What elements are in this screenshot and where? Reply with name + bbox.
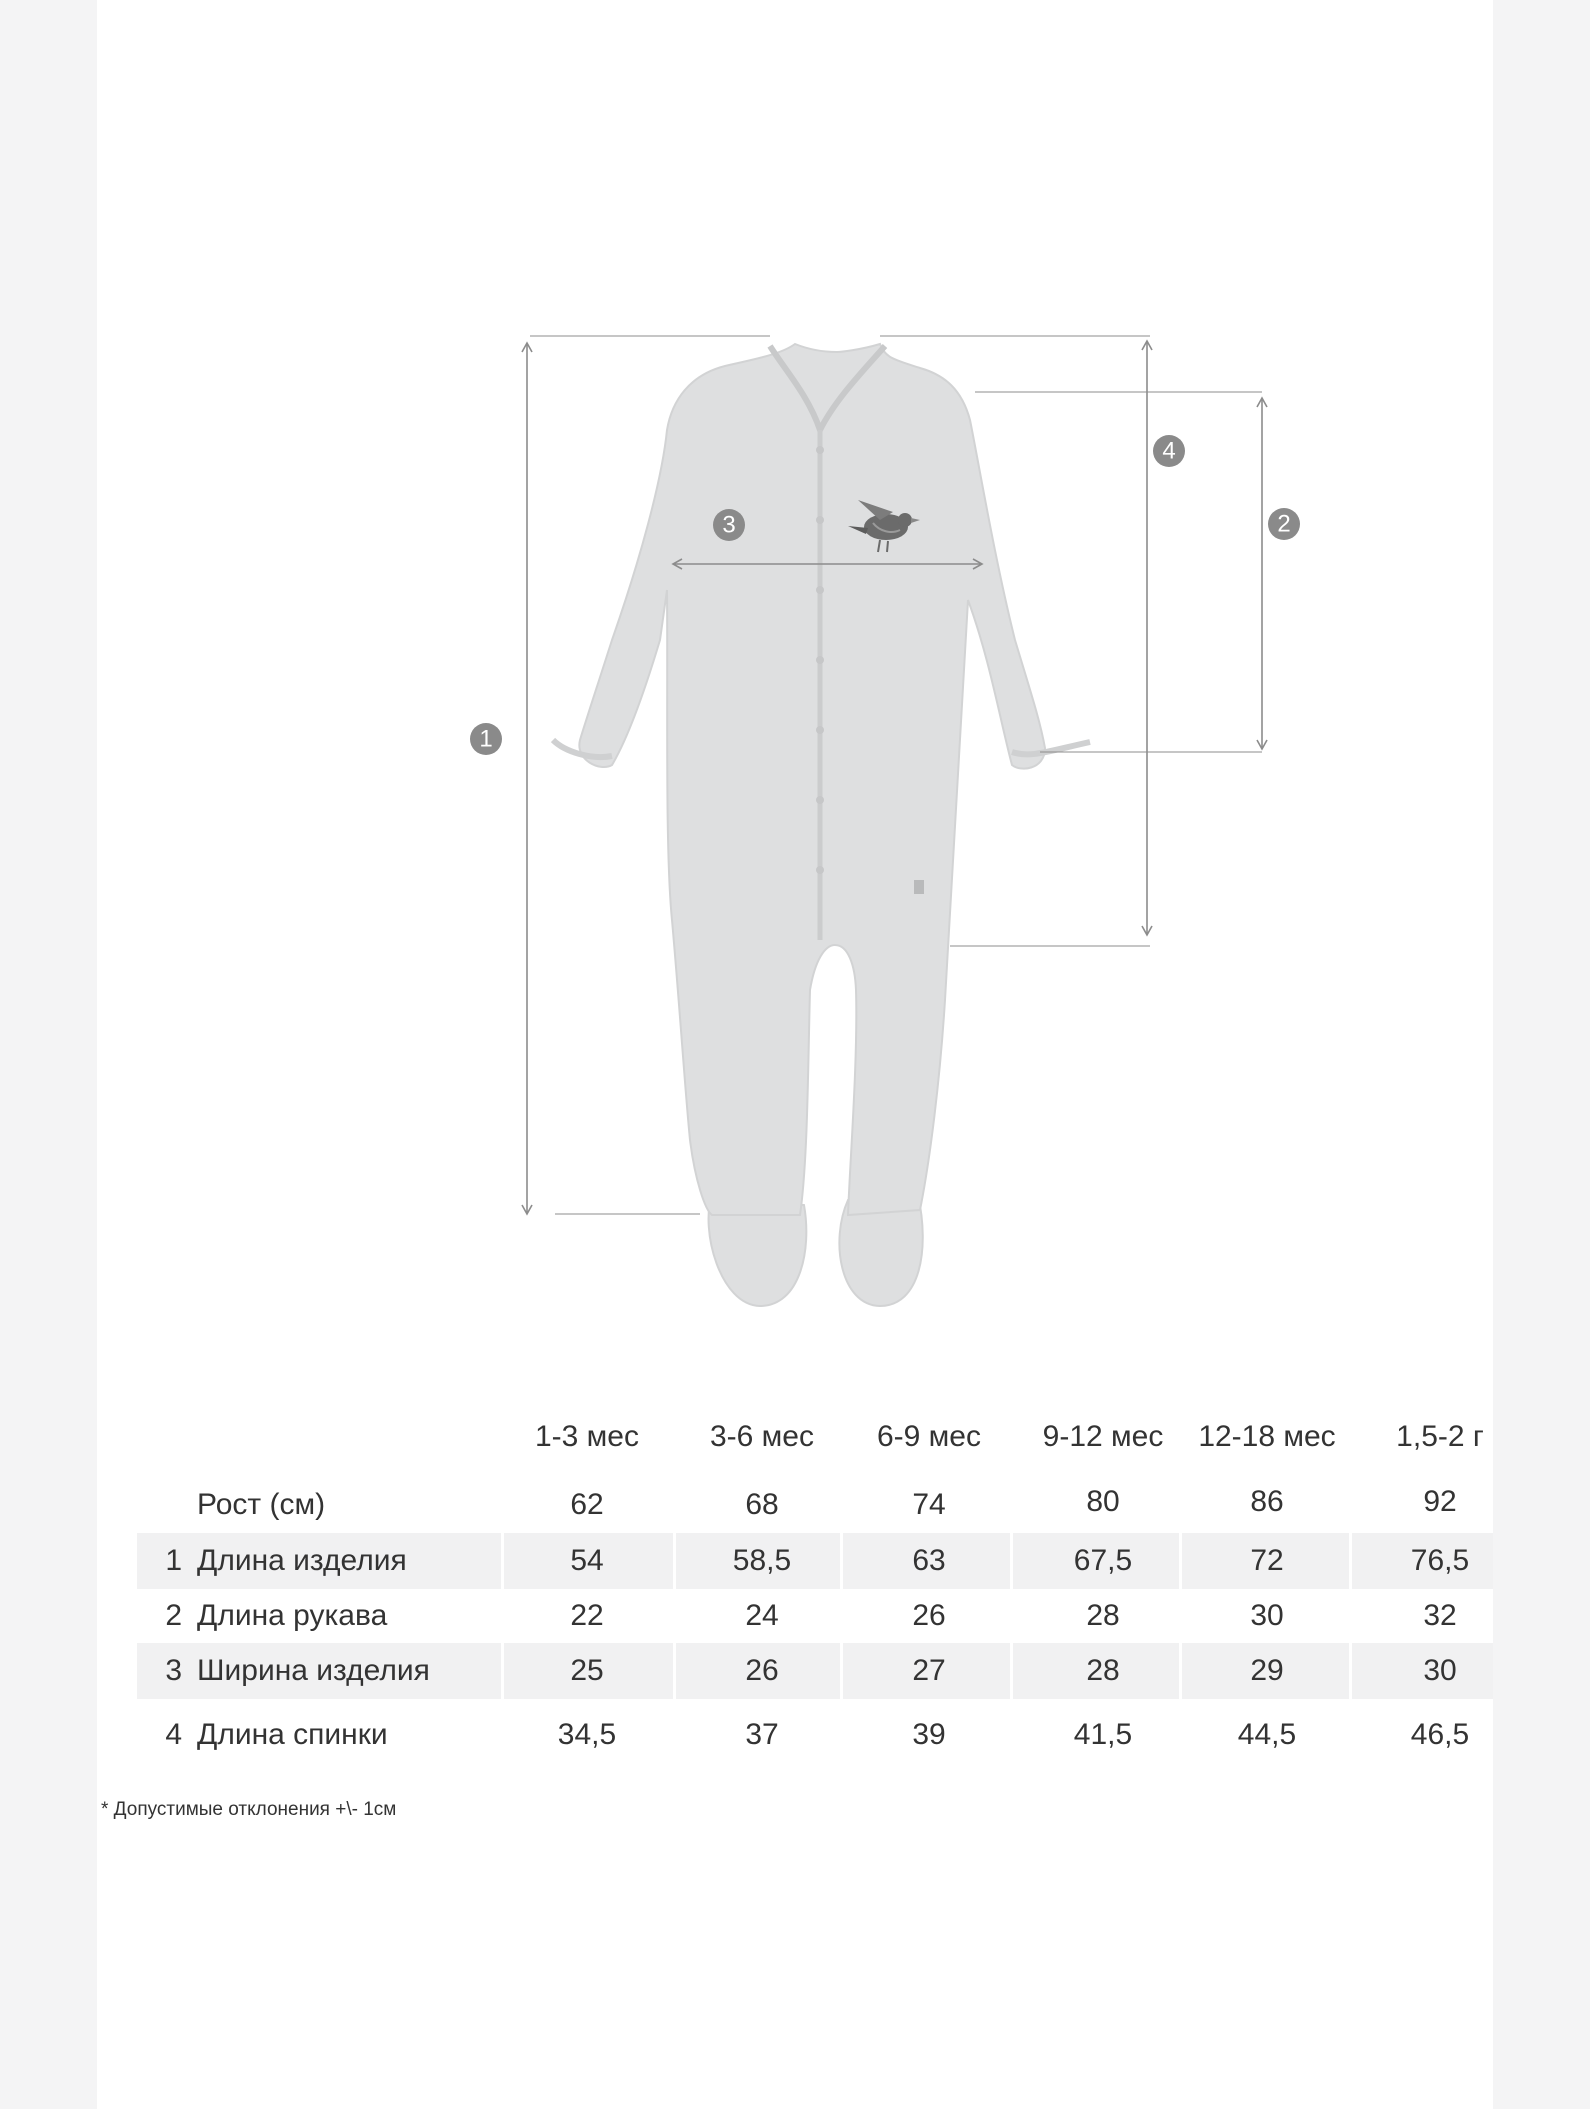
row-number: 1 [165,1544,182,1577]
table-cell: 22 [570,1599,604,1632]
marker-2 [1268,508,1300,540]
table-cell: 30 [1250,1599,1284,1632]
table-cell: 32 [1423,1599,1457,1632]
size-header: 3-6 мес [709,1420,815,1453]
table-cell: 58,5 [732,1544,792,1577]
table-cell: 30 [1423,1654,1457,1687]
row-number: 2 [165,1599,182,1632]
row-number: 4 [165,1718,182,1751]
table-cell: 26 [912,1599,946,1632]
row-label: Длина спинки [197,1718,388,1751]
row-number: 3 [165,1654,182,1687]
sleepsuit-body [579,344,1045,1215]
tolerance-footnote: * Допустимые отклонения +\- 1см [101,1799,397,1820]
row-label: Рост (см) [197,1488,326,1521]
svg-text:3: 3 [722,511,736,539]
table-cell: 74 [912,1488,946,1521]
table-cell: 28 [1086,1599,1120,1632]
row-label: Ширина изделия [197,1654,430,1687]
table-cell: 54 [570,1544,604,1577]
table-cell: 24 [745,1599,779,1632]
table-cell: 76,5 [1410,1544,1470,1577]
table-cell: 68 [745,1488,779,1521]
row-label: Длина изделия [197,1544,407,1577]
table-cell: 62 [570,1488,604,1521]
table-cell: 41,5 [1073,1718,1133,1751]
marker-1 [470,723,502,755]
table-cell: 46,5 [1410,1718,1470,1751]
svg-text:2: 2 [1277,510,1291,538]
table-cell: 28 [1086,1654,1120,1687]
table-cell: 67,5 [1073,1544,1133,1577]
size-header: 9-12 мес [1042,1420,1164,1453]
table-cell: 72 [1250,1544,1284,1577]
table-cell: 26 [745,1654,779,1687]
size-header: 1-3 мес [534,1420,640,1453]
size-header: 1,5-2 г [1396,1420,1484,1453]
table-cell: 25 [570,1654,604,1687]
svg-text:1: 1 [479,725,493,753]
side-label [914,880,924,894]
table-cell: 37 [745,1718,779,1751]
size-header: 12-18 мес [1198,1420,1336,1453]
sleepsuit-illustration [553,344,1090,1306]
table-cell: 80 [1086,1485,1120,1518]
table-cell: 44,5 [1237,1718,1297,1751]
size-header: 6-9 мес [876,1420,982,1453]
table-cell: 86 [1250,1485,1284,1518]
marker-4 [1153,435,1185,467]
marker-3 [713,509,745,541]
table-cell: 27 [912,1654,946,1687]
table-cell: 29 [1250,1654,1284,1687]
table-cell: 63 [912,1544,946,1577]
table-cell: 92 [1423,1485,1457,1518]
table-cell: 34,5 [557,1718,617,1751]
table-cell: 39 [912,1718,946,1751]
row-label: Длина рукава [197,1599,388,1632]
svg-text:4: 4 [1162,437,1176,465]
